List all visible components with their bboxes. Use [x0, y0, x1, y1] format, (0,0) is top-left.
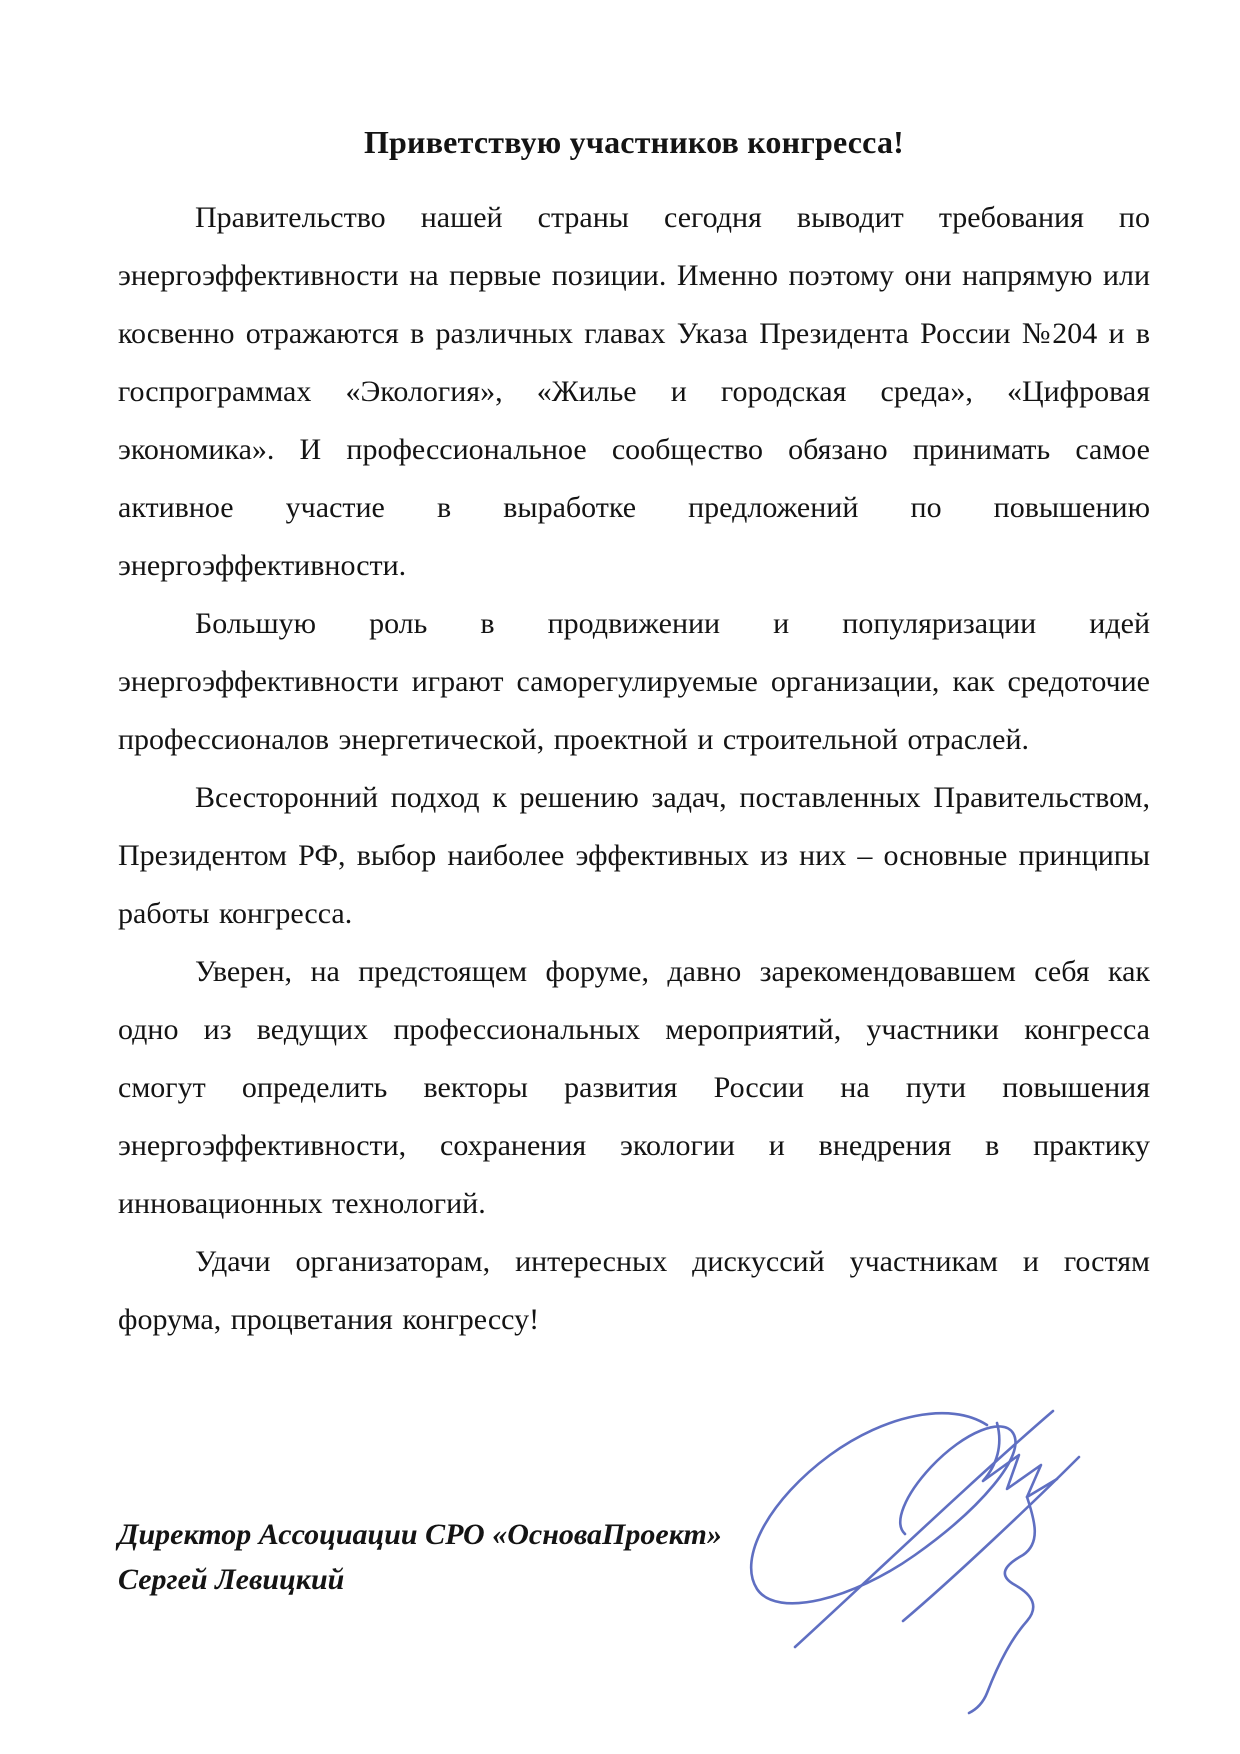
- letter-body: [118, 189, 1150, 1349]
- handwritten-signature-icon: [735, 1393, 1105, 1723]
- paragraph: Правительство нашей страны сегодня выводит требования по энергоэффективности на первые позиции. Именно поэтому они напрямую или косвенно отражаются в различных главах Указа Президента России №204 и в госпрограммах «Экология», «Жилье и городская среда», «Цифровая экономика». И профессиональное сообщество обязано принимать самое активное участие в выработке предложений по повышению энергоэффективности.: [118, 201, 1150, 582]
- page-title: Приветствую участников конгресса!: [363, 124, 905, 160]
- paragraph: Уверен, на предстоящем форуме, давно зарекомендовавшем себя как одно из ведущих профессиональных мероприятий, участники конгресса смогут определить векторы развития России на пути повышения энергоэффективности, сохранения экологии и внедрения в практику инновационных технологий.: [118, 955, 1150, 1220]
- signatory-name: Сергей Левицкий: [118, 1563, 345, 1596]
- paragraph: Большую роль в продвижении и популяризации идей энергоэффективности играют саморегулируемые организации, как средоточие профессионалов энергетической, проектной и строительной отраслей.: [118, 607, 1150, 756]
- signature-block: [118, 1512, 818, 1602]
- letter-content: [118, 113, 1150, 1349]
- signatory-title: Директор Ассоциации СРО «ОсноваПроект»: [118, 1518, 722, 1551]
- paragraph: Всесторонний подход к решению задач, поставленных Правительством, Президентом РФ, выбор наиболее эффективных из них – основные принципы работы конгресса.: [118, 781, 1150, 930]
- paragraph: Удачи организаторам, интересных дискуссий участникам и гостям форума, процветания конгрессу!: [118, 1245, 1150, 1336]
